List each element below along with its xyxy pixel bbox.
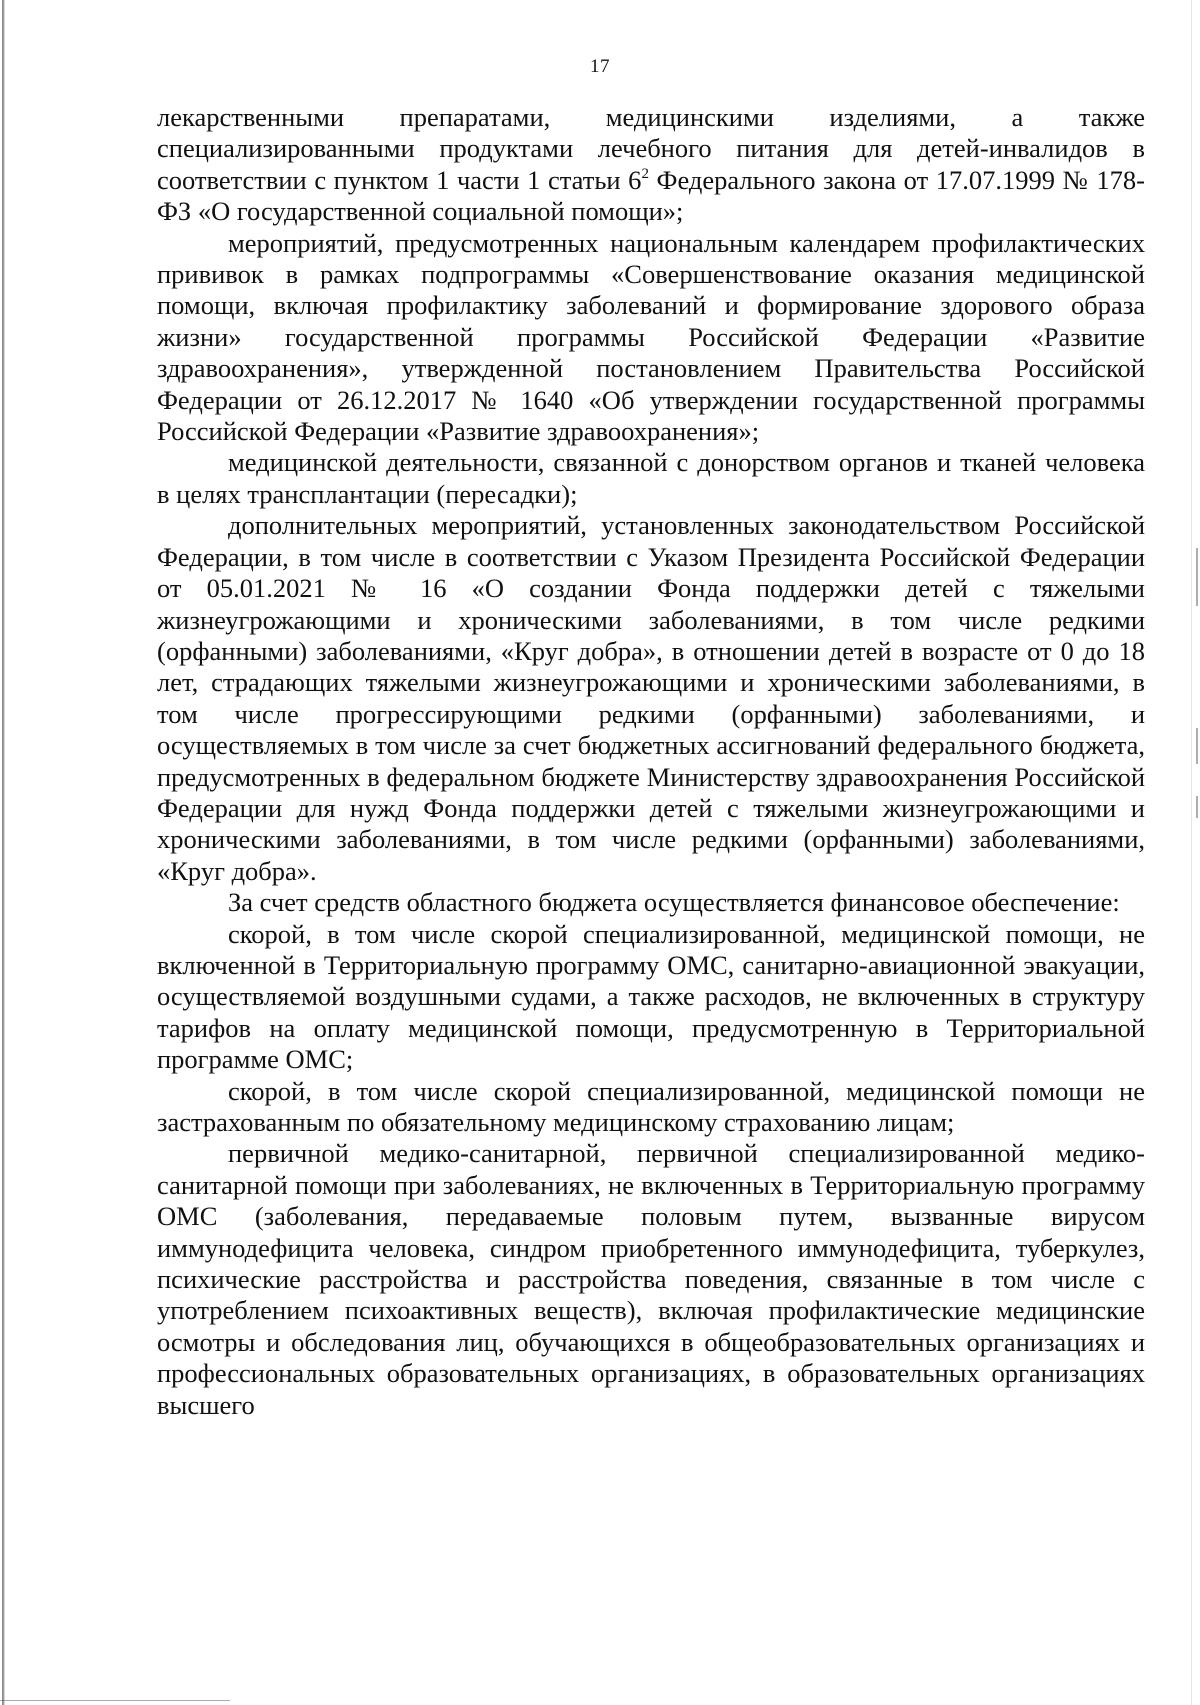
superscript: 2 bbox=[641, 165, 649, 182]
paragraph: медицинской деятельности, связанной с донорством органов и тканей человека в целях трансплантации (пересадки); bbox=[157, 447, 1145, 509]
scan-left-edge bbox=[2, 0, 5, 1705]
paragraph: мероприятий, предусмотренных национальным календарем профилактических прививок в рамках подпрограммы «Совершенствование оказания медицинской помощи, включая профилактику заболеваний и формирование здорового образа жизни» государственной программы Российской Федерации «Развитие здравоохранения», утвержденной постановлением Правительства Российской Федерации от 26.12.2017 № 1640 «Об утверждении государственной программы Российской Федерации «Развитие здравоохранения»; bbox=[157, 227, 1145, 447]
page-number: 17 bbox=[590, 56, 610, 77]
paragraph: скорой, в том числе скорой специализированной, медицинской помощи не застрахованным по обязательному медицинскому страхованию лицам; bbox=[157, 1075, 1145, 1137]
paragraph-text: Федерального закона от 17.07.1999 № 178-ФЗ «О государственной социальной помощи»; bbox=[157, 164, 1145, 227]
scan-mark bbox=[1196, 728, 1198, 764]
scan-bottom-edge bbox=[0, 1700, 230, 1701]
scan-mark bbox=[1196, 796, 1198, 818]
paragraph bbox=[157, 102, 1145, 228]
paragraph: скорой, в том числе скорой специализированной, медицинской помощи, не включенной в Территориальную программу ОМС, санитарно-авиационной эвакуации, осуществляемой воздушными судами, а также расходов, не включенных в структуру тарифов на оплату медицинской помощи, предусмотренную в Территориальной программе ОМС; bbox=[157, 918, 1145, 1075]
paragraph: За счет средств областного бюджета осуществляется финансовое обеспечение: bbox=[228, 887, 1120, 918]
document-body bbox=[157, 102, 1145, 1421]
paragraph: первичной медико-санитарной, первичной специализированной медико-санитарной помощи при заболеваниях, не включенных в Территориальную программу ОМС (заболевания, передаваемые половым путем, вызванные вирусом иммунодефицита человека, синдром приобретенного иммунодефицита, туберкулез, психические расстройства и расстройства поведения, связанные в том числе с употреблением психоактивных веществ), включая профилактические медицинские осмотры и обследования лиц, обучающихся в общеобразовательных организациях и профессиональных образовательных организациях, в образовательных организациях высшего bbox=[157, 1138, 1145, 1420]
scan-right-edge bbox=[1191, 0, 1192, 1705]
paragraph: дополнительных мероприятий, установленных законодательством Российской Федерации, в том числе в соответствии с Указом Президента Российской Федерации от 05.01.2021 № 16 «О создании Фонда поддержки детей с тяжелыми жизнеугрожающими и хроническими заболеваниями, в том числе редкими (орфанными) заболеваниями, «Круг добра», в отношении детей в возрасте от 0 до 18 лет, страдающих тяжелыми жизнеугрожающими и хроническими заболеваниями, в том числе прогрессирующими редкими (орфанными) заболеваниями, и осуществляемых в том числе за счет бюджетных ассигнований федерального бюджета, предусмотренных в федеральном бюджете Министерству здравоохранения Российской Федерации для нужд Фонда поддержки детей с тяжелыми жизнеугрожающими и хроническими заболеваниями, в том числе редкими (орфанными) заболеваниями, «Круг добра». bbox=[157, 510, 1145, 886]
paragraph-text: лекарственными препаратами, медицинскими изделиями, а также специализированными продуктами лечебного питания для детей-инвалидов в соответствии с пунктом 1 части 1 статьи 6 bbox=[157, 102, 1145, 195]
scan-mark bbox=[1196, 548, 1198, 606]
